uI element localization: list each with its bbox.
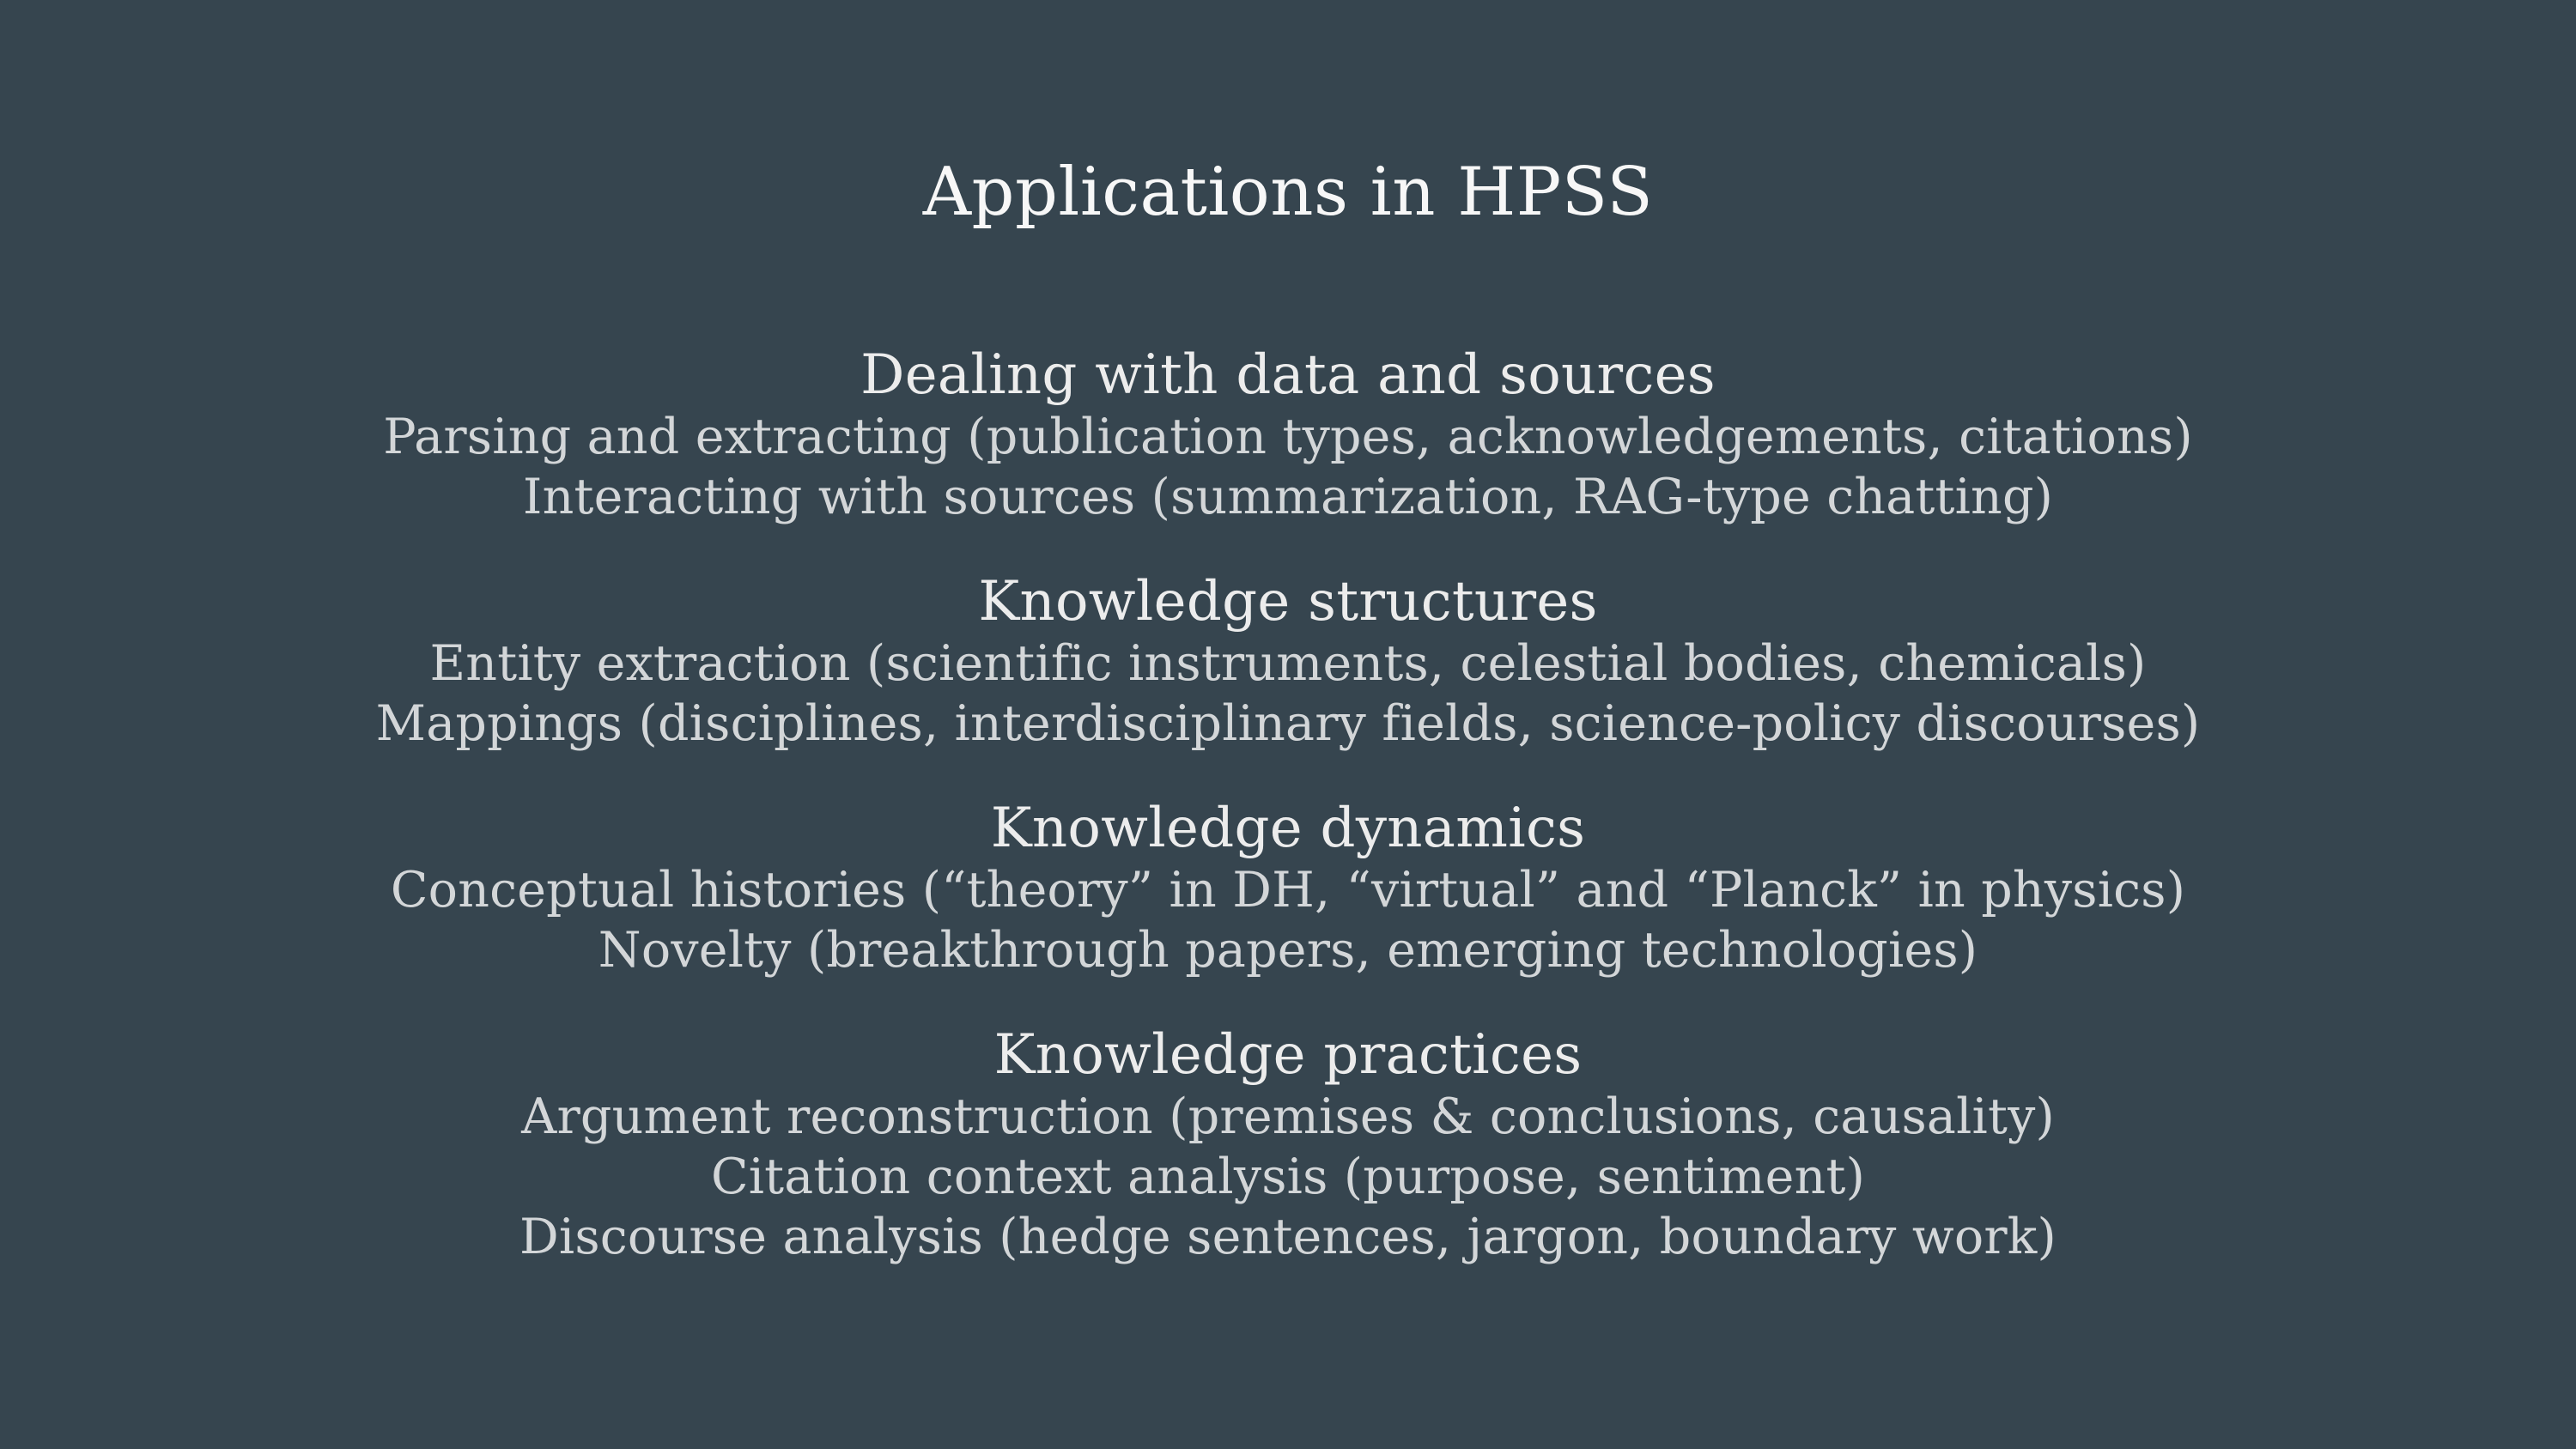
section-item: Citation context analysis (purpose, sentiment) <box>710 1149 1866 1205</box>
section-heading: Knowledge dynamics <box>990 797 1586 860</box>
section-dealing-with-data <box>0 343 2576 527</box>
section-item: Mappings (disciplines, interdisciplinary fields, science-policy discourses) <box>375 695 2201 752</box>
section-item: Entity extraction (scientific instruments, celestial bodies, chemicals) <box>429 635 2147 692</box>
section-knowledge-dynamics <box>0 797 2576 980</box>
section-knowledge-practices <box>0 1023 2576 1267</box>
section-item: Discourse analysis (hedge sentences, jargon, boundary work) <box>519 1209 2057 1265</box>
section-item: Parsing and extracting (publication types, acknowledgements, citations) <box>383 409 2193 465</box>
section-heading: Knowledge practices <box>993 1023 1583 1087</box>
section-list <box>0 343 2576 1310</box>
section-knowledge-structures <box>0 570 2576 754</box>
section-item: Conceptual histories (“theory” in DH, “virtual” and “Planck” in physics) <box>390 862 2186 919</box>
slide-title: Applications in HPSS <box>922 154 1654 231</box>
section-heading: Knowledge structures <box>978 570 1598 634</box>
section-heading: Dealing with data and sources <box>860 343 1716 407</box>
section-item: Novelty (breakthrough papers, emerging technologies) <box>598 922 1978 979</box>
section-item: Argument reconstruction (premises & conclusions, causality) <box>521 1088 2055 1145</box>
section-item: Interacting with sources (summarization, RAG-type chatting) <box>522 469 2054 525</box>
